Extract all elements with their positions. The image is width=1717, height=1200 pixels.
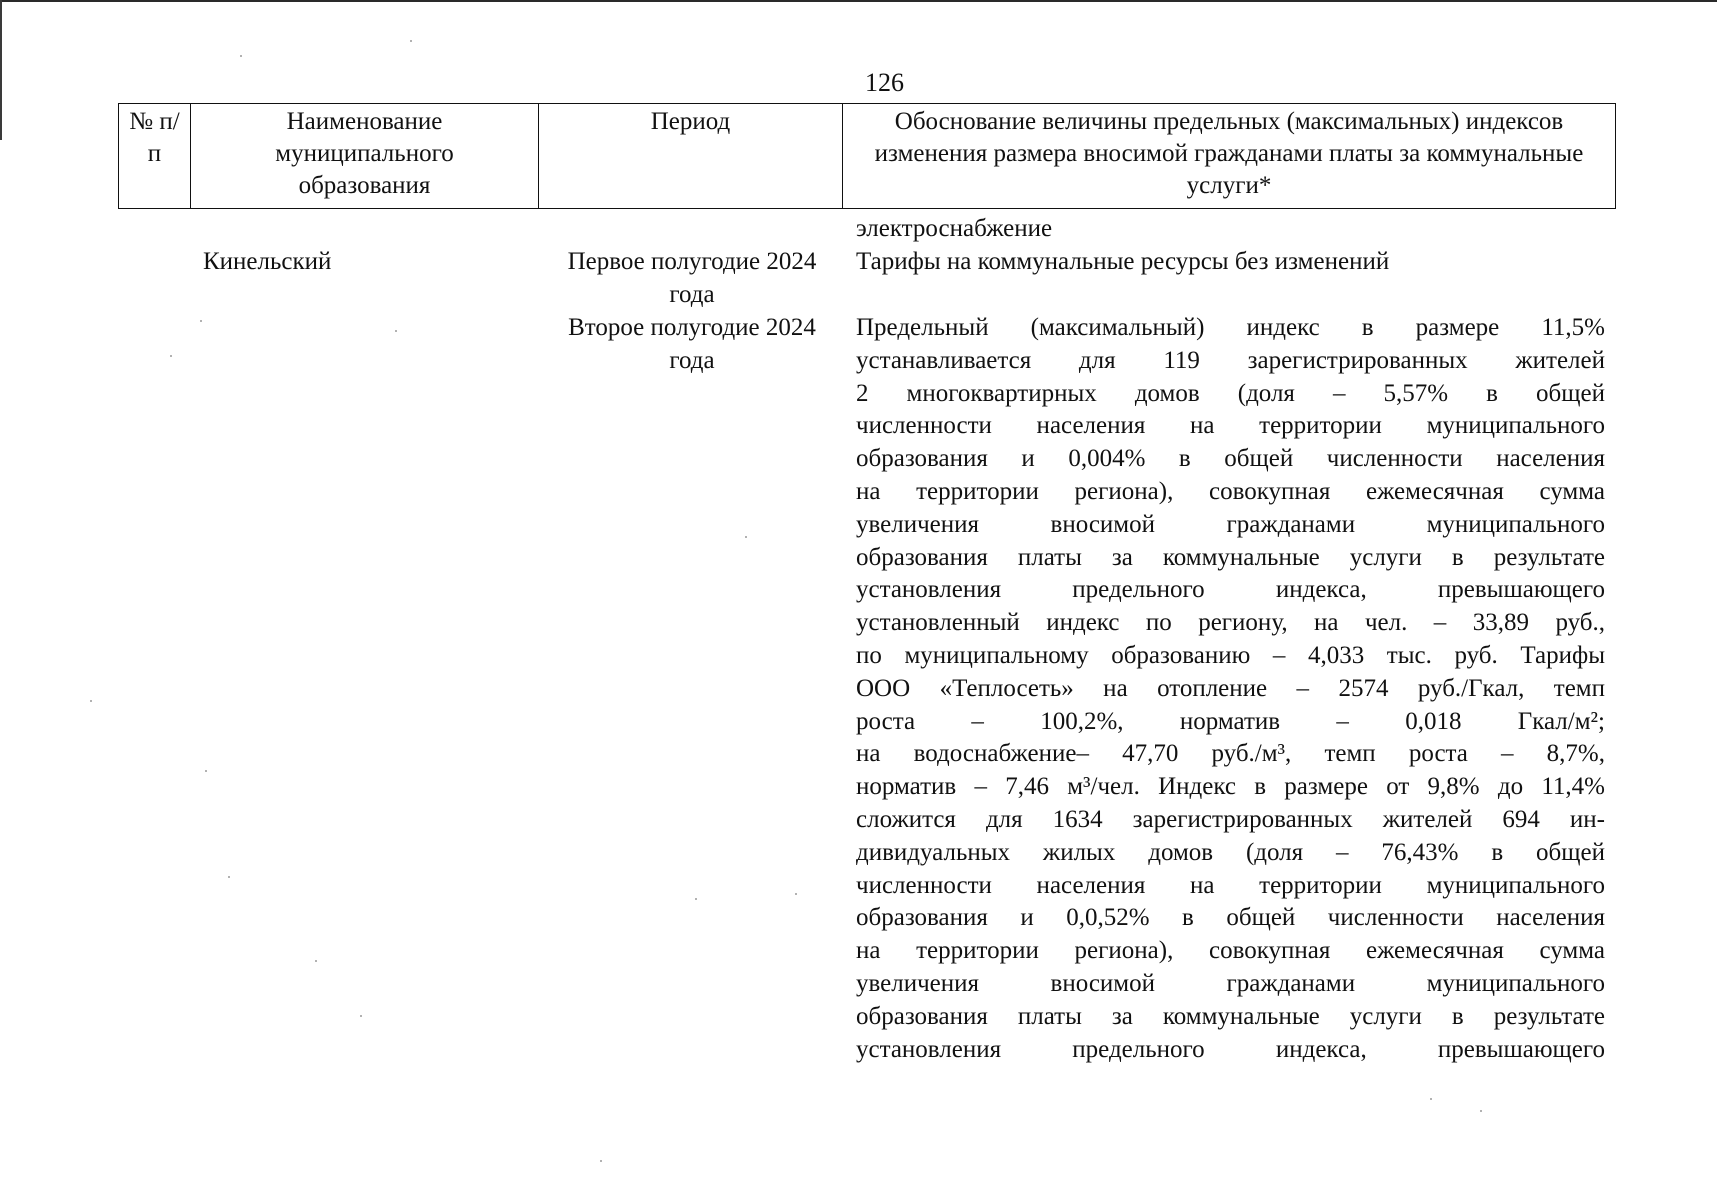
page-number: 126 [865, 68, 904, 97]
justification-line: по муниципальному образованию – 4,033 тыс. руб. Тарифы [856, 641, 1605, 669]
municipality-name: Кинельский [203, 248, 332, 275]
scan-speck [795, 893, 797, 895]
table-header [118, 103, 1616, 209]
justification-line: ООО «Теплосеть» на отопление – 2574 руб./Гкал, темп [856, 674, 1605, 702]
justification-line: увеличения вносимой гражданами муниципального [856, 510, 1605, 538]
justification-line: численности населения на территории муниципального [856, 412, 1605, 440]
scan-speck [1430, 1098, 1432, 1100]
justification-line: образования и 0,004% в общей численности населения [856, 445, 1605, 473]
justification-first-half: Тарифы на коммунальные ресурсы без изменений [856, 248, 1390, 275]
period-first-half: Первое полугодие 2024 года [567, 248, 817, 308]
justification-line: дивидуальных жилых домов (доля – 76,43% в общей [856, 838, 1605, 866]
header-row [119, 104, 1616, 209]
header-justification: Обоснование величины предельных (максимальных) индексов изменения размера вносимой гражданами платы за коммунальные услуги* [843, 104, 1616, 209]
justification-line: установления предельного индекса, превышающего [856, 1035, 1605, 1063]
justification-line: Предельный (максимальный) индекс в размере 11,5% [856, 314, 1605, 341]
justification-line: численности населения на территории муниципального [856, 871, 1605, 899]
justification-line: на территории региона), совокупная ежемесячная сумма [856, 477, 1605, 505]
scan-edge-top [0, 0, 1717, 2]
justification-line: 2 многоквартирных домов (доля – 5,57% в общей [856, 379, 1605, 407]
scan-speck [90, 700, 92, 702]
scan-edge-left [0, 0, 2, 140]
scan-speck [200, 320, 202, 322]
scan-speck [1480, 1110, 1482, 1112]
header-period: Период [539, 104, 843, 209]
scan-speck [745, 536, 747, 538]
justification-line: норматив – 7,46 м³/чел. Индекс в размере от 9,8% до 11,4% [856, 773, 1605, 801]
scan-speck [410, 40, 412, 42]
justification-line: увеличения вносимой гражданами муниципального [856, 969, 1605, 997]
scan-speck [170, 355, 172, 357]
justification-line: на территории региона), совокупная ежемесячная сумма [856, 937, 1605, 965]
justification-line: установленный индекс по региону, на чел. – 33,89 руб., [856, 609, 1605, 637]
period-second-half: Второе полугодие 2024 года [568, 314, 816, 374]
scan-speck [695, 898, 697, 900]
continued-text: электроснабжение [856, 215, 1053, 242]
justification-line: образования и 0,0,52% в общей численности населения [856, 904, 1605, 932]
justification-second-half [856, 312, 1605, 1066]
justification-line: роста – 100,2%, норматив – 0,018 Гкал/м²; [856, 707, 1605, 735]
scan-speck [228, 876, 230, 878]
scan-speck [315, 960, 317, 962]
scan-speck [395, 330, 397, 332]
header-municipality: Наименование муниципального образования [191, 104, 539, 209]
scan-speck [240, 55, 242, 57]
header-number: № п/п [119, 104, 191, 209]
justification-line: сложится для 1634 зарегистрированных жителей 694 ин- [856, 805, 1605, 833]
scan-speck [600, 1160, 602, 1162]
scan-speck [205, 770, 207, 772]
justification-line: установления предельного индекса, превышающего [856, 576, 1605, 604]
justification-line: образования платы за коммунальные услуги в результате [856, 1002, 1605, 1030]
justification-line: образования платы за коммунальные услуги в результате [856, 543, 1605, 571]
justification-line: на водоснабжение– 47,70 руб./м³, темп роста – 8,7%, [856, 740, 1605, 768]
justification-line: устанавливается для 119 зарегистрированных жителей [856, 346, 1605, 374]
scan-speck [360, 1015, 362, 1017]
